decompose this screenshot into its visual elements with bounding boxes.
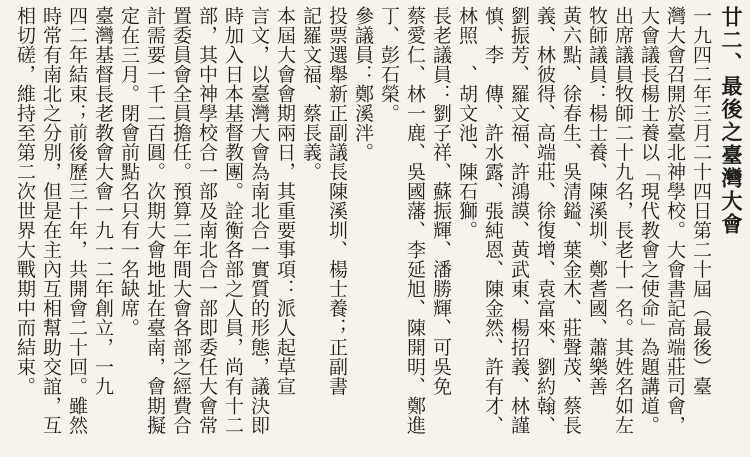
text-column: 部，其中神學校合一部及南北合一部即委任大會常 bbox=[196, 6, 218, 435]
text-column: 慎、李 傳、許水露、張純恩、陳金然、許有才、 bbox=[482, 6, 504, 435]
text-column: 劉振芳、羅文福、許鴻謨、黃武東、楊招義、林謹 bbox=[508, 6, 530, 435]
text-column: 置委員會全員擔任。預算二年間大會各部之經費合 bbox=[170, 6, 192, 435]
text-column: 定在三月。閉會前點名只有一名缺席。 bbox=[118, 6, 140, 338]
text-column: 計需要一千二百圓。次期大會地址在臺南，會期擬 bbox=[144, 6, 166, 435]
section-title: 廿二、最後之臺灣大會 bbox=[719, 6, 744, 236]
text-column: 言文，以臺灣大會為南北合一實質的形態，議決即 bbox=[248, 6, 270, 435]
text-column: 相切磋，維持至第二次世界大戰期中而結束。 bbox=[14, 6, 36, 396]
text-column: 投票選舉新正副議長陳溪圳、楊士養；正副書 bbox=[326, 6, 348, 396]
text-column: 本屆大會會期兩日，其重要事項：派人起草宣 bbox=[274, 6, 296, 396]
text-column: 記羅文福、蔡長義。 bbox=[300, 6, 322, 182]
text-column: 時常有南北之分別，但是在主內互相幫助交誼，互 bbox=[40, 6, 62, 435]
text-column: 大會議長楊士養以「現代教會之使命」為題講道。 bbox=[638, 6, 660, 435]
text-column: 長老議員：劉子祥、蘇振輝、潘勝輝、可吳免 bbox=[430, 6, 452, 396]
text-column: 一九四二年三月二十四日第二十屆（最後）臺 bbox=[690, 6, 712, 396]
text-column: 四二年結束；前後歷三十年，共開會二十回。雖然 bbox=[66, 6, 88, 435]
text-column: 出席議員牧師二十九名，長老十一名。其姓名如左 bbox=[612, 6, 634, 435]
text-column: 灣大會召開於臺北神學校。大會書記高端莊司會， bbox=[664, 6, 686, 435]
text-column: 蔡愛仁、林一鹿、吳國藩、李延旭、陳開明、鄭進 bbox=[404, 6, 426, 435]
text-column: 丁、彭石榮。 bbox=[378, 6, 400, 123]
text-column: 義、林彼得、高端莊、徐復增、袁富來、劉約翰、 bbox=[534, 6, 556, 435]
text-column: 參議員：鄭溪泮。 bbox=[352, 6, 374, 162]
text-column: 時加入日本基督教團。詮衡各部之人員，尚有十二 bbox=[222, 6, 244, 435]
text-column: 臺灣基督長老教會大會一九一二年創立，一九 bbox=[92, 6, 114, 396]
vertical-text-block bbox=[6, 6, 744, 451]
text-column: 牧師議員：楊士養、陳溪圳、鄭耆國、蕭樂善 bbox=[586, 6, 608, 396]
text-column: 林照 、胡文池、陳石獅。 bbox=[456, 6, 478, 240]
text-column: 黃六點、徐春生、吳清鎰、葉金木、莊聲茂、蔡長 bbox=[560, 6, 582, 435]
